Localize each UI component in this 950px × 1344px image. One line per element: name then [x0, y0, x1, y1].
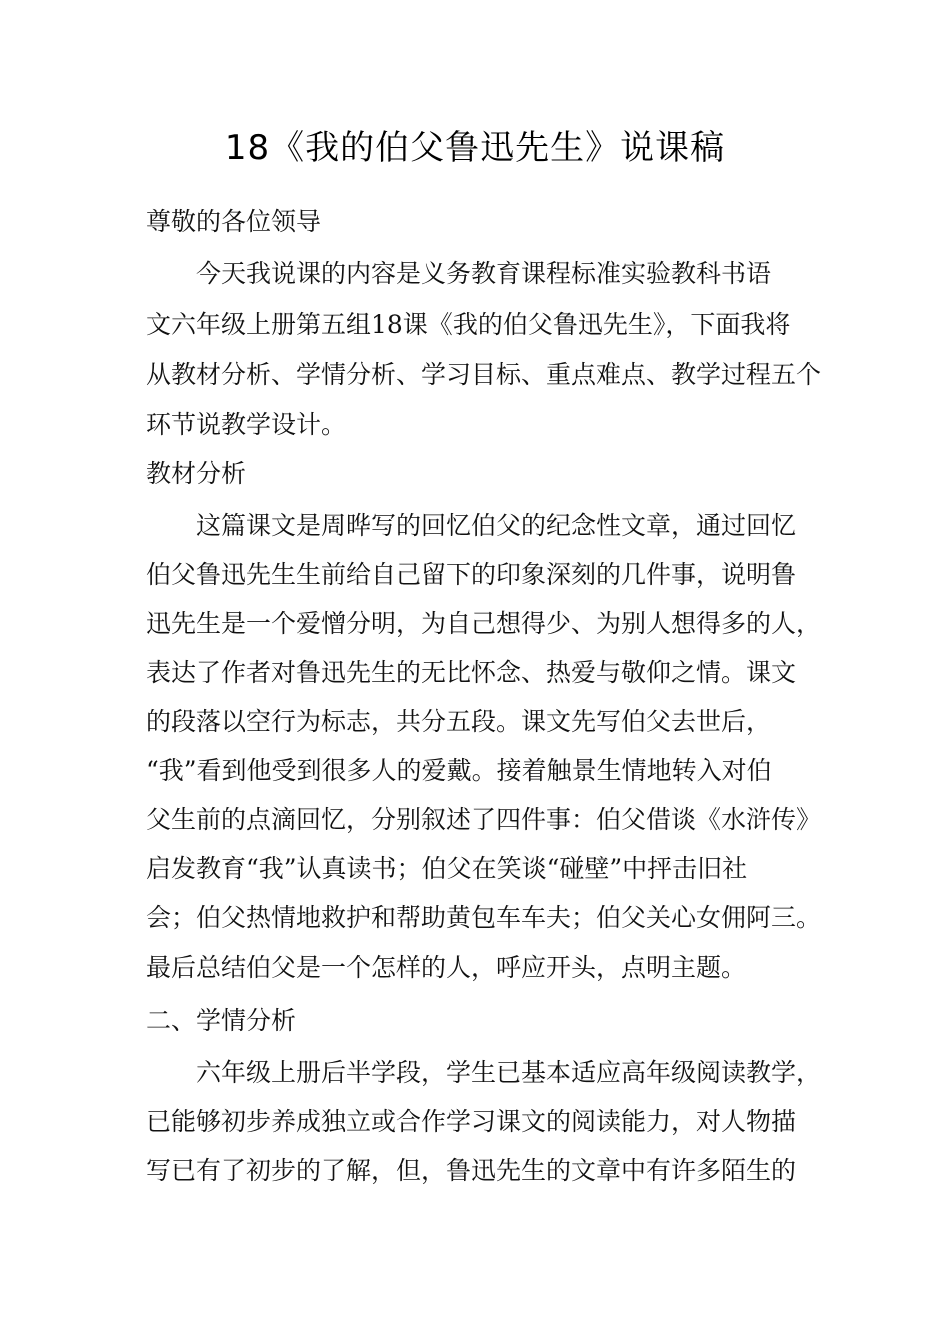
paragraph-line: 这篇课文是周晔写的回忆伯父的纪念性文章，通过回忆 — [196, 511, 797, 540]
paragraph-line: “我”看到他受到很多人的爱戴。接着触景生情地转入对伯 — [146, 756, 772, 785]
paragraph-line: 父生前的点滴回忆，分别叙述了四件事：伯父借谈《水浒传》 — [146, 805, 822, 834]
paragraph-line: 会；伯父热情地救护和帮助黄包车车夫；伯父关心女佣阿三。 — [146, 903, 822, 932]
salutation: 尊敬的各位领导 — [146, 207, 322, 236]
paragraph-line: 六年级上册后半学段，学生已基本适应高年级阅读教学， — [196, 1058, 822, 1087]
paragraph-line: 伯父鲁迅先生生前给自己留下的印象深刻的几件事，说明鲁 — [146, 560, 797, 589]
paragraph-line: 启发教育“我”认真读书；伯父在笑谈“碰壁”中抨击旧社 — [146, 854, 748, 883]
paragraph-line: 环节说教学设计。 — [146, 410, 347, 439]
paragraph-line: 表达了作者对鲁迅先生的无比怀念、热爱与敬仰之情。课文 — [146, 658, 797, 687]
section-heading: 教材分析 — [146, 459, 247, 488]
paragraph-line: 迅先生是一个爱憎分明，为自己想得少、为别人想得多的人， — [146, 609, 822, 638]
section-heading: 二、学情分析 — [146, 1006, 297, 1035]
paragraph-line: 最后总结伯父是一个怎样的人，呼应开头，点明主题。 — [146, 953, 747, 982]
paragraph-line: 已能够初步养成独立或合作学习课文的阅读能力，对人物描 — [146, 1107, 797, 1136]
paragraph-line: 写已有了初步的了解，但，鲁迅先生的文章中有许多陌生的 — [146, 1156, 797, 1185]
document-title: 18《我的伯父鲁迅先生》说课稿 — [224, 128, 726, 168]
paragraph-line: 从教材分析、学情分析、学习目标、重点难点、教学过程五个 — [146, 360, 822, 389]
paragraph-line: 文六年级上册第五组18课《我的伯父鲁迅先生》，下面我将 — [146, 310, 791, 339]
paragraph-line: 的段落以空行为标志，共分五段。课文先写伯父去世后， — [146, 707, 772, 736]
paragraph-line: 今天我说课的内容是义务教育课程标准实验教科书语 — [196, 259, 772, 288]
